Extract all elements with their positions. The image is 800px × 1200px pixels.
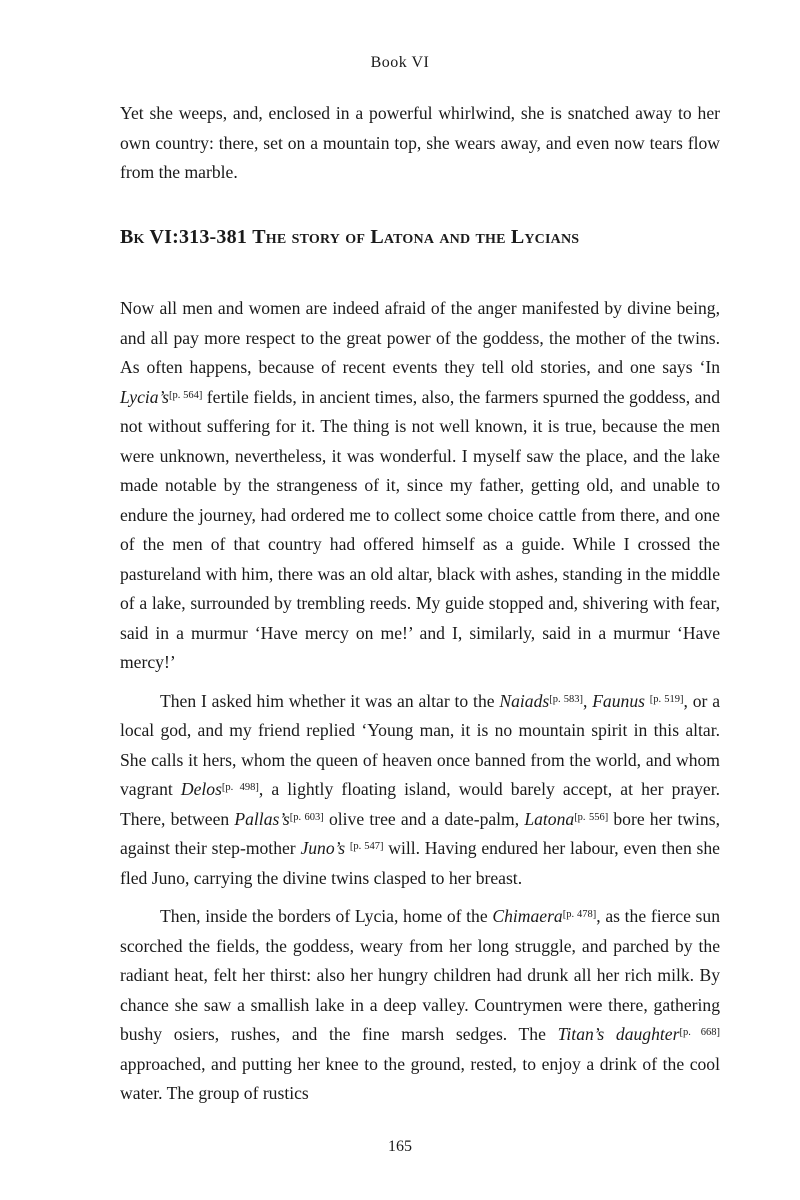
proper-name: Lycia’s: [120, 386, 170, 407]
text-run: olive tree and a date-palm,: [323, 808, 525, 829]
text-run: Then, inside the borders of Lycia, home of the: [160, 906, 493, 926]
proper-name: Juno’s: [300, 838, 346, 858]
paragraph-1: [120, 294, 720, 678]
text-run: Then I asked him whether it was an altar to the: [160, 690, 500, 711]
proper-name: Chimaera: [492, 906, 563, 926]
text-run: , a lightly floating island, would barely accept, at her prayer. There, between: [120, 779, 721, 829]
proper-name: Faunus: [592, 690, 645, 711]
page-reference: [p. 547]: [349, 841, 384, 852]
page-reference: [p. 564]: [169, 389, 203, 401]
section-prefix: Bk VI:313-381: [120, 226, 248, 248]
intro-paragraph-text: Yet she weeps, and, enclosed in a powerful whirlwind, she is snatched away to her own country: there, set on a mountain top, she wears away, and even now tears flow from the marble.: [120, 103, 720, 182]
running-head: Book VI: [370, 54, 430, 71]
paragraph-2: [120, 687, 720, 894]
section-title: The story of Latona and the Lycians: [252, 226, 580, 248]
text-run: , or a local god, and my friend replied ‘Young man, it is no mountain spirit in this altar. She calls it hers, whom the queen of heaven once banned from the world, and whom vagrant: [120, 690, 721, 799]
page-reference: [p. 668]: [679, 1027, 720, 1038]
proper-name: Naiads: [499, 690, 550, 711]
page-reference: [p. 583]: [549, 693, 583, 705]
text-run: fertile fields, in ancient times, also, the farmers spurned the goddess, and not without suffering for it. The thing is not well known, it is true, because the men were unknown, nevertheless, it was wonderful. I myself saw the place, and the lake made notable by the strangeness of it, since my father, getting old, and unable to endure the journey, had ordered me to collect some choice cattle from there, and one of the men of that country had offered himself as a guide. While I crossed the pastureland with him, there was an old altar, black with ashes, standing in the middle of a lake, surrounded by trembling reeds. My guide stopped and, shivering with fear, said in a murmur ‘Have mercy on me!’ and I, similarly, said in a murmur ‘Have mercy!’: [120, 386, 720, 672]
text-run: bore her twins, against their step-mother: [120, 808, 720, 858]
page-reference: [p. 498]: [221, 782, 259, 793]
proper-name: Delos: [180, 779, 222, 799]
text-run: Now all men and women are indeed afraid of the anger manifested by divine being, and all pay more respect to the great power of the goddess, the mother of the twins. As often happens, because of recent events they tell old stories, and one says ‘In: [120, 298, 720, 377]
section-body: [120, 294, 720, 1109]
page-reference: [p. 478]: [562, 909, 597, 920]
paragraph-3: [120, 902, 720, 1109]
text-run: will. Having endured her labour, even then she fled Juno, carrying the divine twins clasped to her breast.: [120, 838, 720, 888]
page-reference: [p. 556]: [574, 811, 609, 823]
intro-paragraph: [120, 99, 720, 188]
proper-name: Titan’s daughter: [557, 1024, 680, 1044]
page-reference: [p. 603]: [289, 811, 324, 823]
section-heading: [120, 226, 740, 249]
text-run: ,: [582, 690, 593, 711]
text-run: approached, and putting her knee to the ground, rested, to enjoy a drink of the cool water. The group of rustics: [120, 1053, 720, 1103]
page-reference: [p. 519]: [649, 693, 684, 705]
page-number: 165: [388, 1138, 412, 1155]
proper-name: Pallas’s: [234, 808, 290, 829]
text-run: , as the fierce sun scorched the fields, the goddess, weary from her long struggle, and parched by the radiant heat, felt her thirst: also her hungry children had drunk all her rich milk. By chance she saw a smallish lake in a deep valley. Countrymen were there, gathering bushy osiers, rushes, and the fine marsh sedges. The: [120, 906, 720, 1044]
proper-name: Latona: [524, 808, 575, 829]
